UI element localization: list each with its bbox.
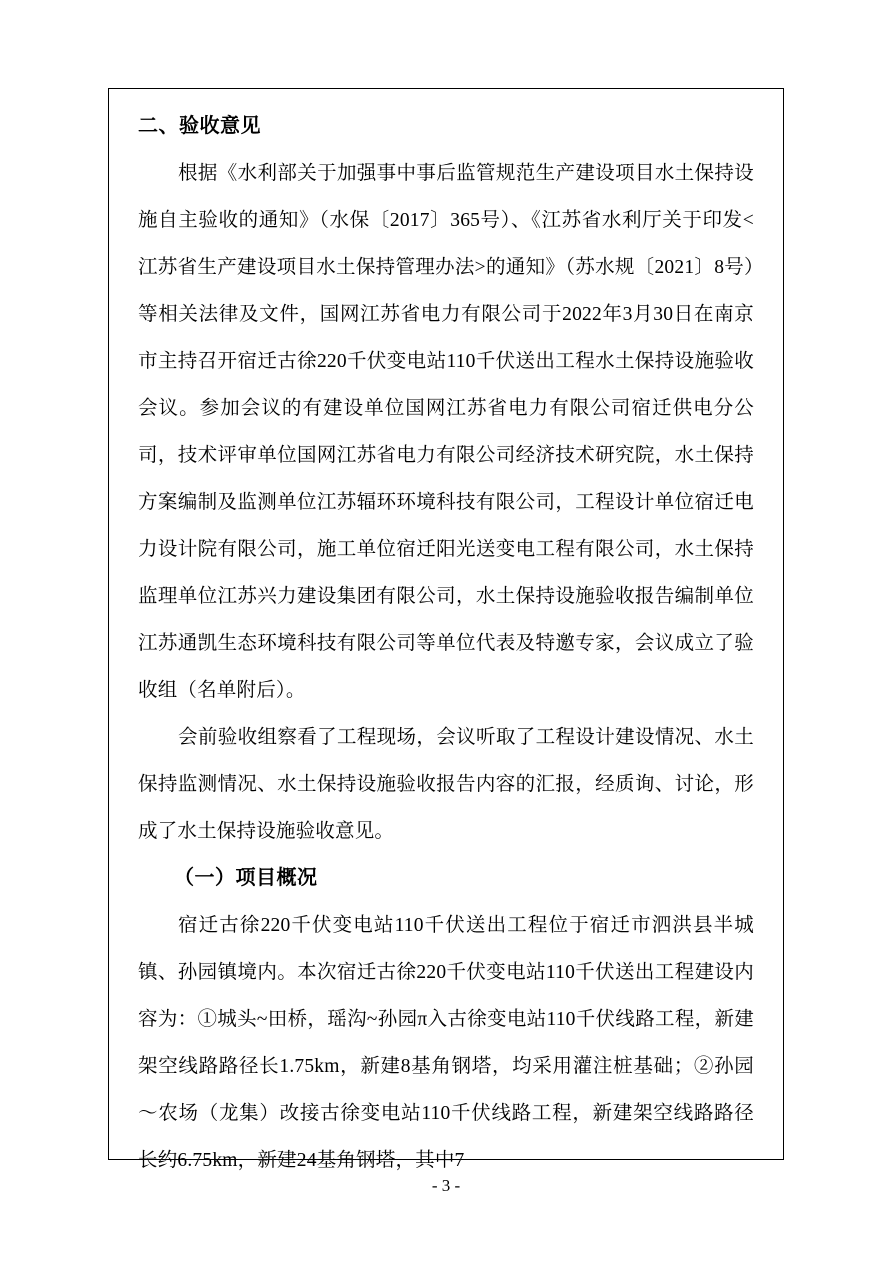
document-content	[122, 98, 770, 1184]
page-number: - 3 -	[431, 1176, 461, 1195]
paragraph-project-overview: 宿迁古徐220千伏变电站110千伏送出工程位于宿迁市泗洪县半城镇、孙园镇境内。本次宿迁古徐220千伏变电站110千伏送出工程建设内容为：①城头~田桥，瑶沟~孙园π入古徐变电站110千伏线路工程，新建架空线路路径长1.75km，新建8基角钢塔，均采用灌注桩基础；②孙园～农场（龙集）改接古徐变电站110千伏线路工程，新建架空线路路径长约6.75km，新建24基角钢塔，其中7	[138, 915, 754, 1171]
section-heading: 二、验收意见	[138, 115, 261, 137]
subsection-heading-project-overview: （一）项目概况	[174, 867, 318, 889]
paragraph-acceptance-basis: 根据《水利部关于加强事中事后监管规范生产建设项目水土保持设施自主验收的通知》（水保〔2017〕365号）、《江苏省水利厅关于印发<江苏省生产建设项目水土保持管理办法>的通知》（苏水规〔2021〕8号）等相关法律及文件，国网江苏省电力有限公司于2022年3月30日在南京市主持召开宿迁古徐220千伏变电站110千伏送出工程水土保持设施验收会议。参加会议的有建设单位国网江苏省电力有限公司宿迁供电分公司，技术评审单位国网江苏省电力有限公司经济技术研究院，水土保持方案编制及监测单位江苏辐环环境科技有限公司，工程设计单位宿迁电力设计院有限公司，施工单位宿迁阳光送变电工程有限公司，水土保持监理单位江苏兴力建设集团有限公司，水土保持设施验收报告编制单位江苏通凯生态环境科技有限公司等单位代表及特邀专家，会议成立了验收组（名单附后）。	[138, 163, 754, 701]
paragraph-meeting-process: 会前验收组察看了工程现场，会议听取了工程设计建设情况、水土保持监测情况、水土保持设施验收报告内容的汇报，经质询、讨论，形成了水土保持设施验收意见。	[138, 727, 754, 842]
